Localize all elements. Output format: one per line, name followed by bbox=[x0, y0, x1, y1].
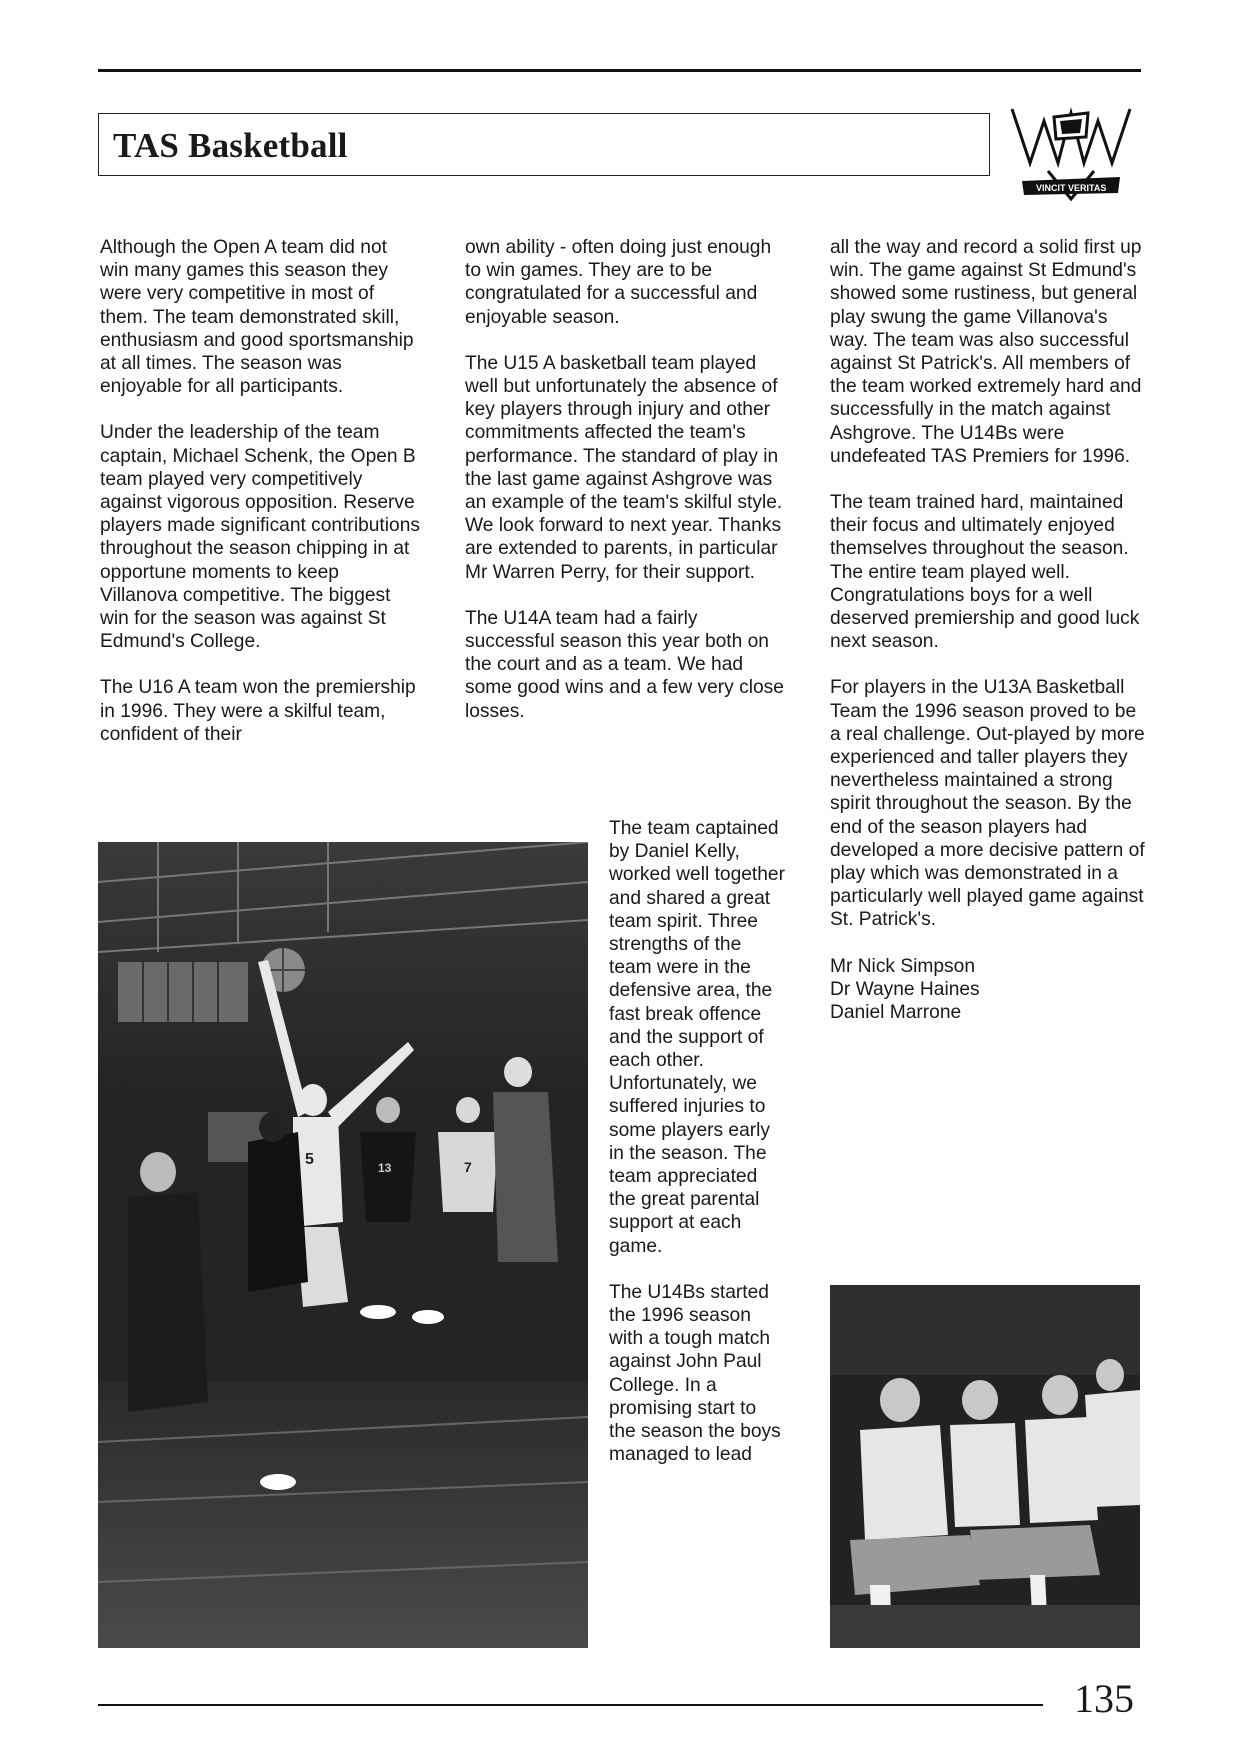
paragraph: The U16 A team won the premiership in 1996. They were a skilful team, confident of their bbox=[100, 677, 416, 745]
paragraph: The U14Bs started the 1996 season with a tough match against John Paul College. In a promising start to the season the boys managed to lead bbox=[609, 1281, 781, 1466]
paragraph: The U15 A basketball team played well but unfortunately the absence of key players through injury and other commitments affected the team's performance. The standard of play in the last game against Ashgrove was an example of the team's skilful style. We look forward to next year. Thanks are extended to parents, in particular Mr Warren Perry, for their support. bbox=[465, 352, 783, 583]
column-2 bbox=[465, 236, 785, 723]
team-bench-photo bbox=[830, 1285, 1140, 1648]
signatures bbox=[830, 955, 1145, 1025]
column-3 bbox=[830, 236, 1145, 1024]
school-crest-icon bbox=[1008, 103, 1134, 203]
paragraph: own ability - often doing just enough to win games. They are to be congratulated for a successful and enjoyable season. bbox=[465, 237, 772, 328]
paragraph: The team captained by Daniel Kelly, worked well together and shared a great team spirit. Three strengths of the team were in the defensive area, the fast break offence and the support of each other. Unfortunately, we suffered injuries to some players early in the season. The team appreciated the great parental support at each game. bbox=[609, 818, 785, 1257]
bottom-rule bbox=[98, 1704, 1043, 1706]
top-rule bbox=[98, 69, 1141, 72]
paragraph: For players in the U13A Basketball Team the 1996 season proved to be a real challenge. Out-played by more experienced and taller players they nevertheless maintained a strong spirit throughout the season. By the end of the season players had developed a more decisive pattern of play which was demonstrated in a particularly well played game against St. Patrick's. bbox=[830, 677, 1145, 931]
paragraph: The team trained hard, maintained their focus and ultimately enjoyed themselves throughout the season. The entire team played well. Congratulations boys for a well deserved premiership and good luck next season. bbox=[830, 492, 1140, 653]
signature-name: Mr Nick Simpson bbox=[830, 955, 975, 977]
jersey-number: 5 bbox=[305, 1151, 314, 1168]
paragraph: all the way and record a solid first up win. The game against St Edmund's showed some rustiness, but general play swung the game Villanova's way. The team was also successful against St Patrick's. All members of the team worked extremely hard and successfully in the match against Ashgrove. The U14Bs were undefeated TAS Premiers for 1996. bbox=[830, 237, 1142, 467]
page-number: 135 bbox=[1074, 1676, 1134, 1721]
signature-name: Dr Wayne Haines bbox=[830, 978, 980, 1000]
logo-motto: VINCIT VERITAS bbox=[1036, 183, 1107, 193]
jersey-number: 7 bbox=[464, 1159, 472, 1175]
signature-name: Daniel Marrone bbox=[830, 1002, 962, 1024]
page-title: TAS Basketball bbox=[113, 126, 348, 165]
paragraph: Under the leadership of the team captain, Michael Schenk, the Open B team played very competitively against vigorous opposition. Reserve players made significant contributions throughout the season chipping in at opportune moments to keep Villanova competitive. The biggest win for the season was against St Edmund's College. bbox=[100, 422, 420, 653]
column-1 bbox=[100, 236, 420, 769]
paragraph: The U14A team had a fairly successful season this year both on the court and as a team. We had some good wins and a few very close losses. bbox=[465, 607, 784, 722]
jersey-number: 13 bbox=[378, 1161, 392, 1175]
title-box bbox=[98, 113, 990, 176]
paragraph: Although the Open A team did not win many games this season they were very competitive in most of them. The team demonstrated skill, enthusiasm and good sportsmanship at all times. The season was enjoyable for all participants. bbox=[100, 237, 414, 398]
basketball-action-photo bbox=[98, 842, 588, 1648]
column-2-narrow bbox=[609, 817, 785, 1489]
